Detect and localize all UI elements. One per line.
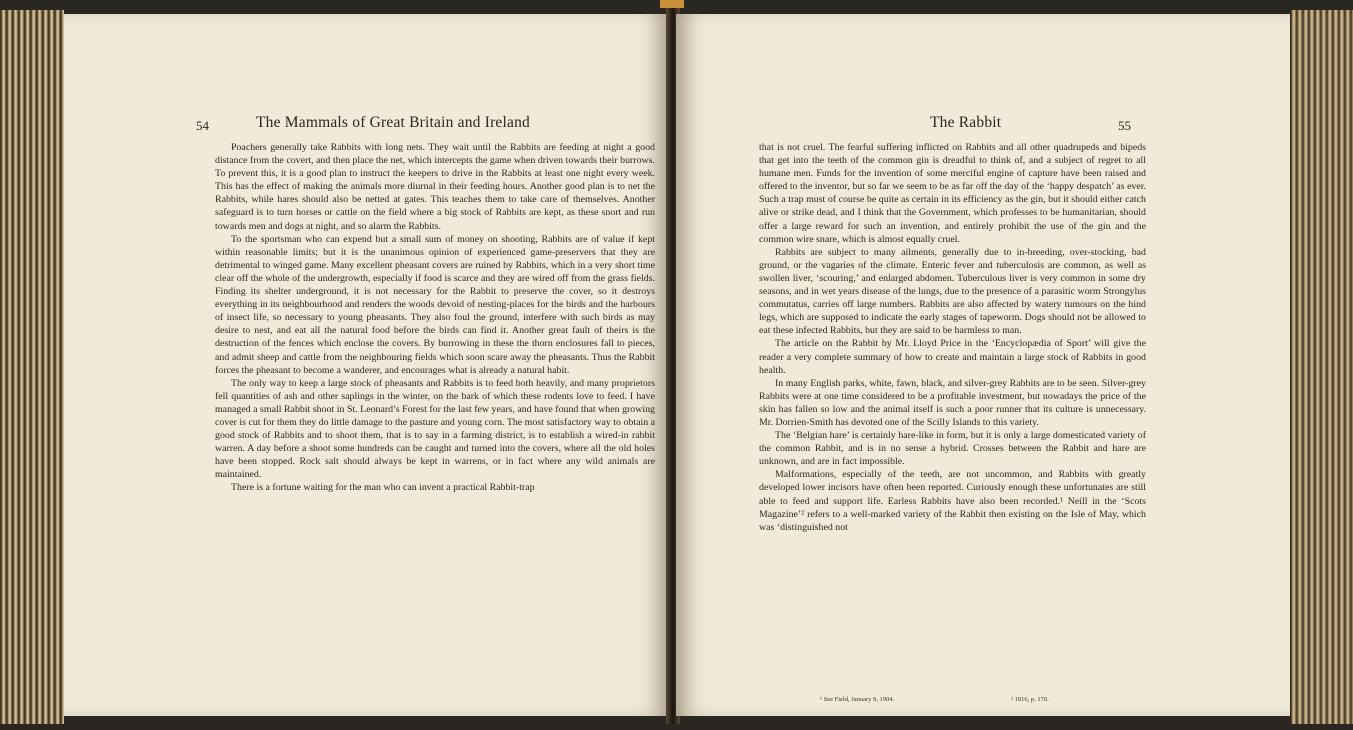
right-page-edges (1291, 10, 1353, 724)
paragraph: that is not cruel. The fearful suffering inflicted on Rabbits and all other quadrupeds and bipeds that get into the teeth of the common gin is dreadful to think of, and a subject of regret to all humane men. Funds for the invention of some merciful engine of capture have been raised and offered to the inventor, but so far we seem to be as far off the day of the ‘happy despatch’ as ever. Such a trap must of course be quite as certain in its efficiency as the gin, but it should either catch alive or strike dead, and I think that the Government, which professes to be humanitarian, should offer a large reward for such an invention, and entirely prohibit the use of the gin and the common wire snare, which is almost equally cruel. (759, 142, 1146, 245)
footnote: ² 1816, p. 170. (1011, 696, 1049, 703)
paragraph: Poachers generally take Rabbits with long nets. They wait until the Rabbits are feeding at night a good distance from the covert, and then place the net, which intercepts the game when driven towards their burrows. To prevent this, it is a good plan to instruct the keepers to drive in the Rabbits at least one night every week. This has the effect of making the animals more diurnal in their feeding hours. Another good plan is to net the Rabbits, while hares should also be netted at gates. This teaches them to take care of themselves. Another safeguard is to turn horses or cattle on the field where a big stock of Rabbits are kept, as these snort and run towards men and dogs at night, and so alarm the Rabbits. (215, 142, 655, 232)
footnote: ¹ See Field, January 9, 1904. (820, 696, 895, 703)
paragraph: Malformations, especially of the teeth, are not uncommon, and Rabbits with greatly developed lower incisors have often been reported. Curiously enough these unfortunates are still able to feed and support life. Earless Rabbits have also been recorded.¹ Neill in the ‘Scots Magazine’² refers to a well-marked variety of the Rabbit then existing on the Isle of May, which was ‘distinguished not (759, 469, 1146, 533)
paragraph: To the sportsman who can expend but a small sum of money on shooting, Rabbits are of value if kept within reasonable limits; but it is the unanimous opinion of experienced game-preservers that they are detrimental to winged game. Many excellent pheasant covers are ruined by Rabbits, which in a very short time clear off the whole of the undergrowth, especially if food is scarce and they are wired off from the grass fields. Finding its shelter underground, it is not necessary for the Rabbit to preserve the cover, so it destroys everything in its neighbourhood and renders the woods devoid of nesting-places for the birds and the harbours of insect life, so necessary to young pheasants. They also foul the ground, interfere with such birds as may desire to nest, and eat all the natural food before the birds can find it. Another great fault of theirs is the destruction of the fences which enclose the covers. By burrowing in these the thorn enclosures fall to pieces, and admit sheep and cattle from the neighbouring fields which soon scare away the pheasants. Thus the Rabbit forces the pheasant to become a wanderer, and encourages what is already a natural habit. (215, 233, 655, 376)
running-head: The Rabbit (930, 114, 1002, 131)
paragraph: Rabbits are subject to many ailments, generally due to in-breeding, over-stocking, bad ground, or the vagaries of the climate. Enteric fever and tuberculosis are common, as well as swollen liver, ‘scouring,’ and enlarged abdomen. Tuberculous liver is very common in some dry seasons, and in wet years disease of the lungs, due to the presence of a parasitic worm Strongylus commutatus, carries off large numbers. Rabbits are also affected by watery tumours on the hind legs, which are supposed to indicate the early stages of tapeworm. Dogs should not be allowed to eat these infected Rabbits, but they are said to be harmless to man. (759, 246, 1146, 337)
paragraph: There is a fortune waiting for the man who can invent a practical Rabbit-trap (231, 482, 535, 494)
page-number: 54 (196, 118, 209, 133)
body-text (215, 141, 655, 495)
left-page-edges (0, 10, 64, 724)
bookmark-ribbon (660, 0, 684, 8)
paragraph: The article on the Rabbit by Mr. Lloyd Price in the ‘Encyclopædia of Sport’ will give the reader a very complete summary of how to create and maintain a large stock of Rabbits in good health. (759, 338, 1146, 376)
running-head: The Mammals of Great Britain and Ireland (256, 114, 530, 131)
paragraph: The only way to keep a large stock of pheasants and Rabbits is to feed both heavily, and many proprietors fell quantities of ash and other saplings in the winter, on the bark of which these rodents love to feed. I have managed a small Rabbit shoot in St. Leonard’s Forest for the last few years, and have found that when growing cover is cut for them they do little damage to the pasture and young corn. The most satisfactory way to obtain a good stock of Rabbits and to shoot them, that is to say in a farming district, is to establish a wired-in rabbit warren. A day before a shoot some hundreds can be caught and turned into the covers, where all the old holes have been stopped. Rock salt should always be kept in warrens, or in fact where any wild animals are maintained. (215, 377, 655, 481)
left-page (64, 14, 668, 716)
paragraph: In many English parks, white, fawn, black, and silver-grey Rabbits are to be seen. Silver-grey Rabbits were at one time considered to be a profitable investment, but nowadays the price of the skin has fallen so low and the animal itself is such a poor runner that its culture is unnecessary. Mr. Dorrien-Smith has devoted one of the Scilly Islands to this variety. (759, 377, 1146, 428)
body-text (759, 141, 1146, 534)
paragraph: The ‘Belgian hare’ is certainly hare-like in form, but it is only a large domesticated variety of the common Rabbit, and is in no sense a hybrid. Crosses between the Rabbit and hare are unknown, and are in fact impossible. (759, 430, 1146, 468)
page-number: 55 (1118, 118, 1131, 133)
right-page (676, 14, 1290, 716)
